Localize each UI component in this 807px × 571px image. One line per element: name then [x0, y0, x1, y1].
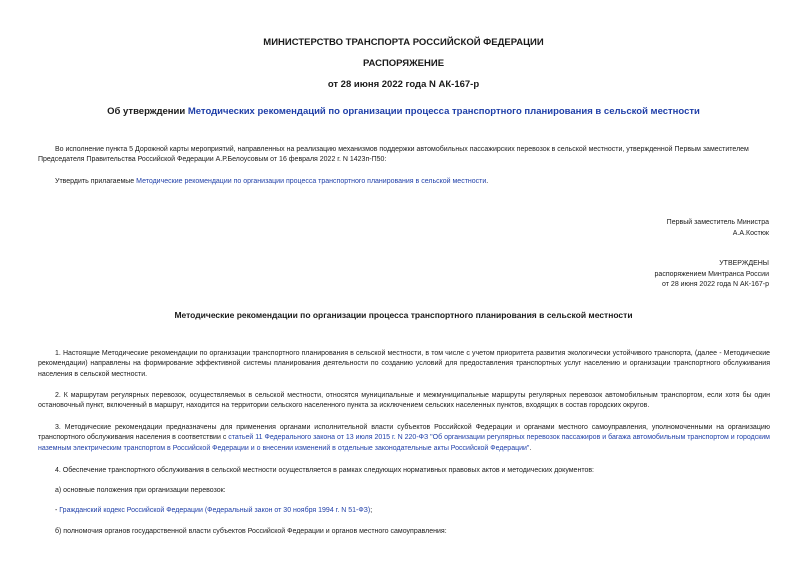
item-4a-civil-code	[38, 506, 770, 516]
approved-block	[655, 259, 769, 291]
approve-prefix: Утвердить прилагаемые	[55, 178, 137, 185]
approve-suffix: .	[486, 178, 489, 185]
approve-link[interactable]: Методические рекомендации по организации процесса транспортного планирования в сельской местности	[136, 178, 487, 185]
order-title-link[interactable]: Методических рекомендаций по организации процесса транспортного планирования в сельской местности	[187, 106, 700, 117]
signature-position: Первый заместитель Министра	[666, 219, 769, 226]
item-4a: а) основные положения при организации перевозок:	[55, 487, 226, 494]
document-type: РАСПОРЯЖЕНИЕ	[362, 58, 445, 69]
item-2: 2. К маршрутам регулярных перевозок, осуществляемых в сельской местности, относятся муниципальные и межмуниципальные маршруты регулярных перевозок автомобильным транспортом, если хотя бы один остановочный пункт, включенный в маршрут, находится на территории сельского населенного пункта за исключением сельских населенных пунктов, входящих в состав городских округов.	[38, 392, 770, 410]
approved-by: распоряжением Минтранса России	[654, 270, 769, 278]
item-4: 4. Обеспечение транспортного обслуживания в сельской местности осуществляется в рамках следующих нормативных правовых актов и методических документов:	[55, 467, 595, 474]
item-3-text: 3. Методические рекомендации предназначены для применения органами исполнительной власти субъектов Российской Федерации и органами местного самоуправления, уполномоченными на организацию транспортного обслуживания населения в соответствии с	[38, 424, 770, 442]
item-3-suffix: .	[529, 444, 532, 452]
document-date-number: от 28 июня 2022 года N АК-167-р	[327, 79, 480, 90]
item-4b: б) полномочия органов государственной власти субъектов Российской Федерации и органов местного самоуправления:	[55, 528, 447, 535]
signature-name: А.А.Костюк	[732, 229, 769, 237]
recommendations-title: Методические рекомендации по организации процесса транспортного планирования в сельской местности	[174, 310, 633, 320]
item-1: 1. Настоящие Методические рекомендации по организации транспортного планирования в сельской местности, в том числе с учетом приоритета развития экологически устойчивого транспорта, (далее - Методические рекомендации) направлены на формирование эффективной системы планирования деятельности по созданию условий для предоставления транспортных услуг населению и организации транспортного обслуживания населения в сельской местности.	[38, 350, 770, 378]
approved-date: от 28 июня 2022 года N АК-167-р	[662, 281, 769, 288]
civil-code-link[interactable]: Гражданский кодекс Российской Федерации (Федеральный закон от 30 ноября 1994 г. N 51-ФЗ)	[59, 507, 371, 514]
ministry-heading: МИНИСТЕРСТВО ТРАНСПОРТА РОССИЙСКОЙ ФЕДЕРАЦИИ	[263, 37, 544, 48]
item-3-law-link[interactable]: статьей 11 Федерального закона от 13 июля 2015 г. N 220-ФЗ "Об организации регулярных перевозок пассажиров и багажа автомобильным транспортом и городским наземным электрическим транспортом в Российской Федерации и о внесении изменений в отдельные законодательные акты Российской Федерации"	[38, 434, 770, 452]
approved-label: УТВЕРЖДЕНЫ	[719, 260, 769, 267]
item-4a-dash: -	[55, 507, 60, 514]
preamble-paragraph: Во исполнение пункта 5 Дорожной карты мероприятий, направленных на реализацию механизмов поддержки автомобильных пассажирских перевозок в сельской местности, утвержденной Первым заместителем Председателя Правительства Российской Федерации А.Р.Белоусовым от 16 февраля 2022 г. N 1423п-П50:	[38, 146, 749, 164]
order-title-prefix: Об утверждении	[107, 106, 188, 117]
approve-paragraph	[38, 177, 770, 187]
item-3	[38, 423, 770, 454]
item-4a-suffix: ;	[370, 507, 373, 514]
order-title	[0, 106, 807, 117]
signature-block	[667, 218, 769, 239]
